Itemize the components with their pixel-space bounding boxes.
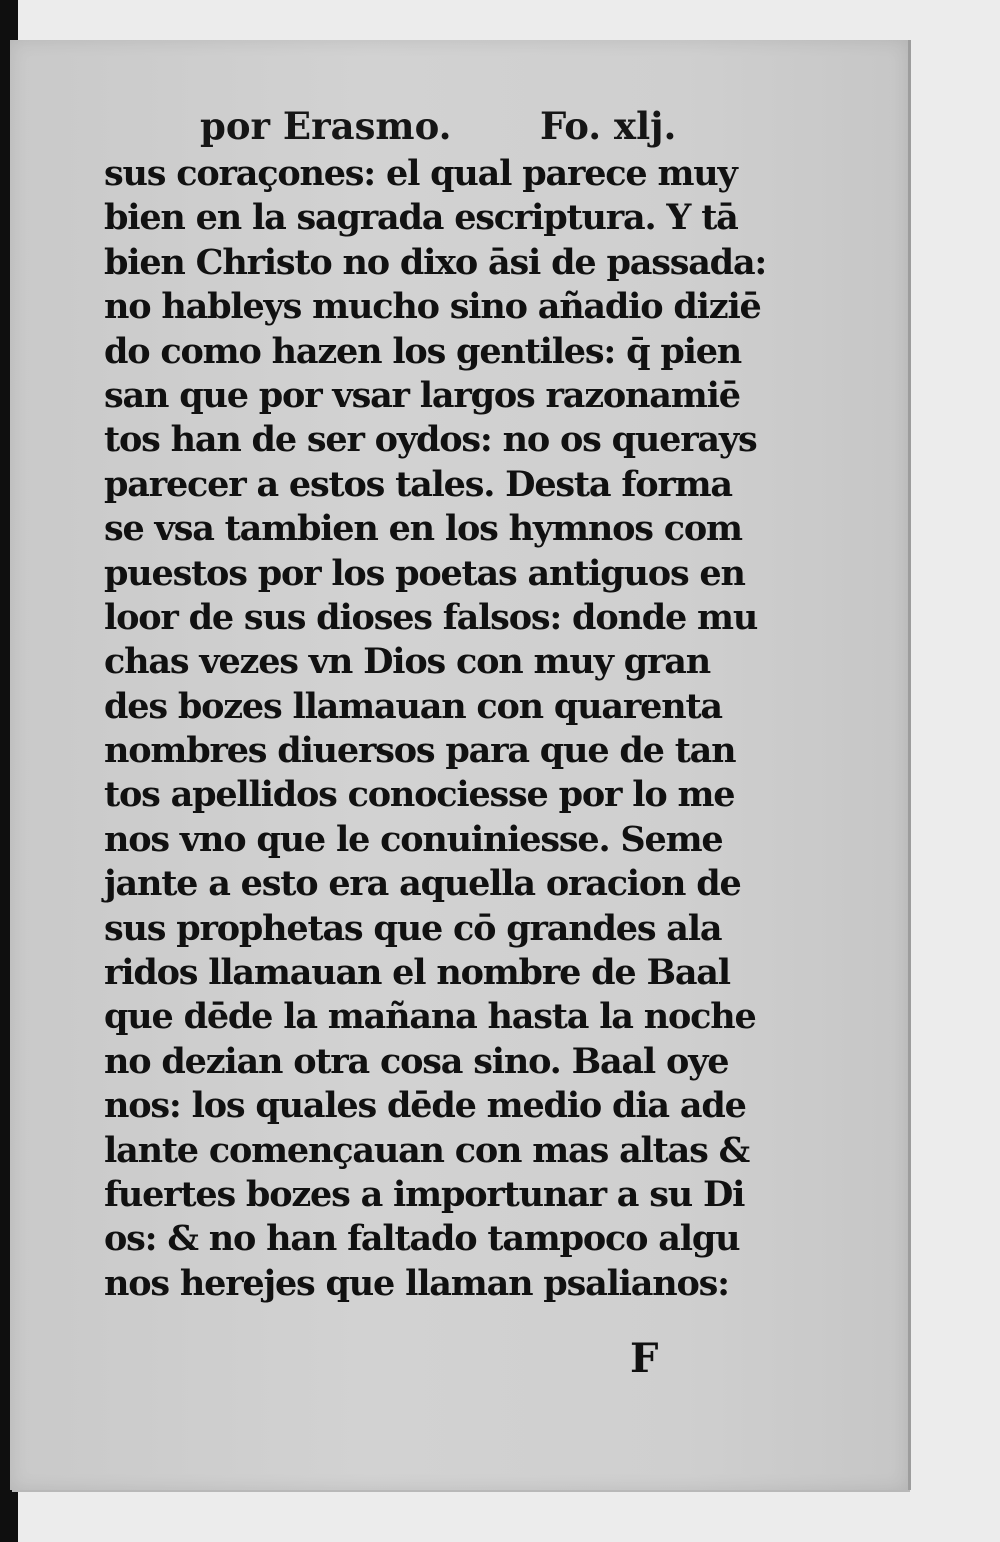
running-title: por Erasmo.: [200, 104, 452, 148]
text-line: sus prophetas que cō grandes ala: [104, 907, 722, 949]
text-line: sus coraçones: el qual parece muy: [104, 153, 737, 194]
text-line: do como hazen los gentiles: q̄ pien: [104, 330, 742, 372]
text-line: tos apellidos conociesse por lo me: [104, 774, 735, 816]
catchword: F: [630, 1335, 659, 1382]
text-line: que dēde la mañana hasta la noche: [104, 996, 756, 1038]
text-line: nombres diuersos para que de tan: [104, 730, 736, 772]
folio-number: Fo. xlj.: [540, 104, 677, 148]
text-line: nos: los quales dēde medio dia ade: [104, 1085, 746, 1127]
text-line: des bozes llamauan con quarenta: [104, 685, 722, 727]
body-text: [104, 152, 784, 1306]
text-line: bien en la sagrada escriptura. Y tā: [104, 197, 738, 239]
text-line: no hableys mucho sino añadio diziē: [104, 286, 761, 328]
text-line: jante a esto era aquella oracion de: [104, 863, 741, 905]
page-edge: [908, 40, 911, 1490]
text-line: parecer a estos tales. Desta forma: [104, 463, 732, 505]
text-line: nos herejes que llaman psalianos:: [104, 1262, 729, 1304]
text-line: chas vezes vn Dios con muy gran: [104, 641, 710, 683]
text-line: fuertes bozes a importunar a su Di: [104, 1173, 745, 1215]
text-line: puestos por los poetas antiguos en: [104, 552, 745, 594]
text-line: tos han de ser oydos: no os querays: [104, 419, 757, 461]
text-line: ridos llamauan el nombre de Baal: [104, 952, 730, 994]
text-line: os: & no han faltado tampoco algu: [104, 1218, 740, 1260]
text-line: no dezian otra cosa sino. Baal oye: [104, 1040, 729, 1082]
text-line: lante començauan con mas altas &: [104, 1129, 749, 1171]
text-line: loor de sus dioses falsos: donde mu: [104, 596, 758, 638]
text-line: san que por vsar largos razonamiē: [104, 374, 740, 416]
text-line: bien Christo no dixo āsi de passada:: [104, 241, 767, 283]
page-header: [200, 104, 740, 152]
text-line: nos vno que le conuiniesse. Seme: [104, 818, 723, 860]
text-line: se vsa tambien en los hymnos com: [104, 508, 742, 550]
